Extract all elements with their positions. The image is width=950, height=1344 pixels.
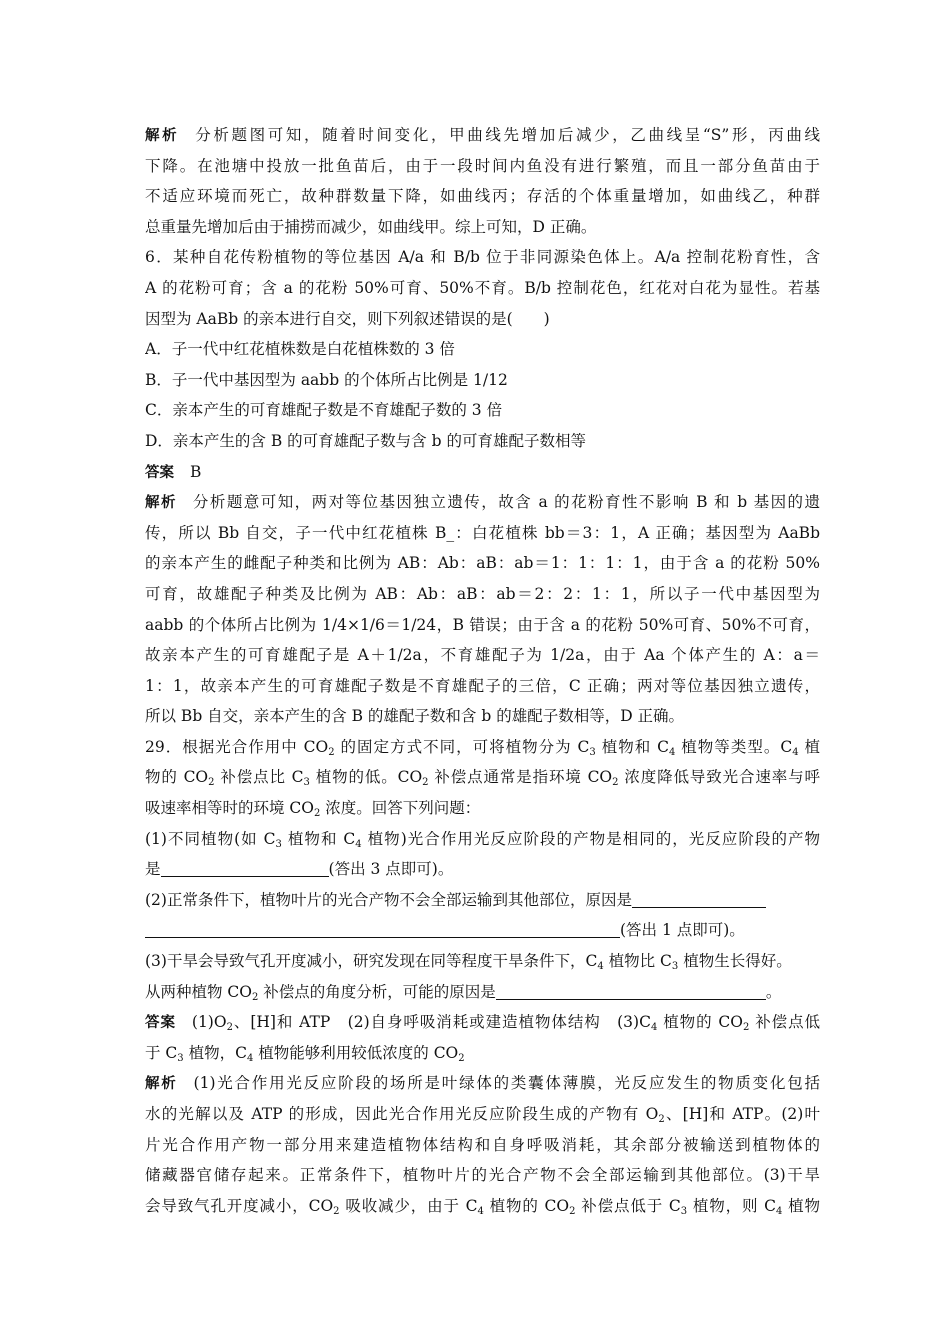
q29-analysis-line: 水的光解以及 ATP 的形成，因此光合作用光反应阶段生成的产物有 $O_2$、[H]和 ATP。(2)叶	[145, 1105, 820, 1125]
answer-blank	[161, 858, 329, 877]
analysis-label: 解析	[145, 495, 177, 512]
q29-sub3-line: 从两种植物 $CO_2$ 补偿点的角度分析，可能的原因是 。	[145, 982, 782, 1003]
q6-stem-line: 6．某种自花传粉植物的等位基因 A/a 和 B/b 位于非同源染色体上。A/a 控制花粉育性，含	[145, 248, 820, 267]
q5-analysis-line: 不适应环境而死亡，故种群数量下降，如曲线丙；存活的个体重量增加，如曲线乙，种群	[145, 187, 820, 206]
q29-sub2-line: (2)正常条件下，植物叶片的光合产物不会全部运输到其他部位，原因是	[145, 885, 820, 916]
q6-analysis-line: 解析 分析题意可知，两对等位基因独立遗传，故含 a 的花粉育性不影响 B 和 b 基因的遗	[145, 493, 820, 512]
answer-blank	[632, 889, 766, 908]
q6-stem-line: A 的花粉可育；含 a 的花粉 50%可育、50%不育。B/b 控制花色，红花对白花为显性。若基	[145, 278, 820, 297]
q5-analysis-line: 总重量先增加后由于捕捞而减少，如曲线甲。综上可知，D 正确。	[145, 217, 597, 236]
q5-analysis-line: 下降。在池塘中投放一批鱼苗后，由于一段时间内鱼没有进行繁殖，而且一部分鱼苗由于	[145, 156, 820, 175]
q29-answer-line: 答案 $(1)O_2$、[H]和 ATP (2)自身呼吸消耗或建造植物体结构 $(3)C_4$ 植物的 $CO_2$ 补偿点低	[145, 1013, 820, 1034]
q29-sub2-line: (答出 1 点即可)。	[145, 915, 820, 946]
q5-analysis-line: 解析 分析题图可知，随着时间变化，甲曲线先增加后减少，乙曲线呈“S”形，丙曲线	[145, 126, 820, 144]
answer-label: 答案	[145, 1015, 176, 1032]
q6-analysis-line: aabb 的个体所占比例为 1/4×1/6＝1/24，B 错误；由于含 a 的花粉 50%可育、50%不可育，	[145, 615, 820, 634]
answer-label: 答案	[145, 464, 174, 481]
analysis-label: 解析	[145, 128, 180, 144]
analysis-label: 解析	[145, 1076, 178, 1093]
q29-analysis-line: 会导致气孔开度减小，$CO_2$ 吸收减少，由于 $C_4$ 植物的 $CO_2$ 补偿点低于 $C_3$ 植物，则 $C_4$ 植物	[145, 1196, 820, 1217]
q6-option-c: C．亲本产生的可育雄配子数是不育雄配子数的 3 倍	[145, 401, 503, 420]
q6-option-b: B．子一代中基因型为 aabb 的个体所占比例是 1/12	[145, 370, 508, 389]
q6-stem-line: 因型为 AaBb 的亲本进行自交，则下列叙述错误的是( )	[145, 309, 550, 328]
q29-sub3-line: (3)干旱会导致气孔开度减小，研究发现在同等程度干旱条件下，$C_4$ 植物比 $C_3$ 植物生长得好。	[145, 952, 792, 973]
q29-sub1-line: 是 (答出 3 点即可)。	[145, 860, 454, 879]
q29-stem-line: 吸速率相等时的环境 $CO_2$ 浓度。回答下列问题：	[145, 799, 481, 820]
q6-answer: 答案 B	[145, 462, 202, 481]
q29-stem-line: 物的 $CO_2$ 补偿点比 $C_3$ 植物的低。$CO_2$ 补偿点通常是指环境 $CO_2$ 浓度降低导致光合速率与呼	[145, 768, 820, 789]
q6-analysis-line: 所以 Bb 自交，亲本产生的含 B 的雄配子数和含 b 的雄配子数相等，D 正确。	[145, 707, 685, 726]
q29-answer-line: 于 $C_3$ 植物，$C_4$ 植物能够利用较低浓度的 $CO_2$	[145, 1043, 465, 1064]
q6-option-a: A．子一代中红花植株数是白花植株数的 3 倍	[145, 340, 455, 359]
q29-analysis-line: 解析 (1)光合作用光反应阶段的场所是叶绿体的类囊体薄膜，光反应发生的物质变化包括	[145, 1074, 820, 1093]
q6-analysis-line: 传，所以 Bb 自交，子一代中红花植株 B_：白花植株 bb＝3：1，A 正确；基因型为 AaBb	[145, 523, 820, 542]
q29-analysis-line: 储藏器官储存起来。正常条件下，植物叶片的光合产物不会全部运输到其他部位。(3)干旱	[145, 1166, 820, 1185]
q6-analysis-line: 可育，故雄配子种类及比例为 AB：Ab：aB：ab＝2：2：1：1，所以子一代中基因型为	[145, 584, 820, 603]
q29-sub1-line: (1)不同植物(如 $C_3$ 植物和 $C_4$ 植物)光合作用光反应阶段的产物是相同的，光反应阶段的产物	[145, 829, 820, 850]
q6-analysis-line: 的亲本产生的雌配子种类和比例为 AB：Ab：aB：ab＝1：1：1：1，由于含 a 的花粉 50%	[145, 554, 820, 573]
q6-analysis-line: 故亲本产生的可育雄配子是 A＋1/2a，不育雄配子为 1/2a，由于 Aa 个体产生的 A：a＝	[145, 646, 820, 665]
answer-blank	[496, 981, 766, 1000]
document-page	[145, 120, 820, 1221]
q29-stem-line: 29．根据光合作用中 $CO_2$ 的固定方式不同，可将植物分为 $C_3$ 植物和 $C_4$ 植物等类型。$C_4$ 植	[145, 737, 820, 758]
q6-option-d: D．亲本产生的含 B 的可育雄配子数与含 b 的可育雄配子数相等	[145, 431, 586, 450]
q6-analysis-line: 1：1，故亲本产生的可育雄配子数是不育雄配子的三倍，C 正确；两对等位基因独立遗传，	[145, 676, 820, 695]
q29-analysis-line: 片光合作用产物一部分用来建造植物体结构和自身呼吸消耗，其余部分被输送到植物体的	[145, 1135, 820, 1154]
answer-blank	[145, 919, 620, 938]
